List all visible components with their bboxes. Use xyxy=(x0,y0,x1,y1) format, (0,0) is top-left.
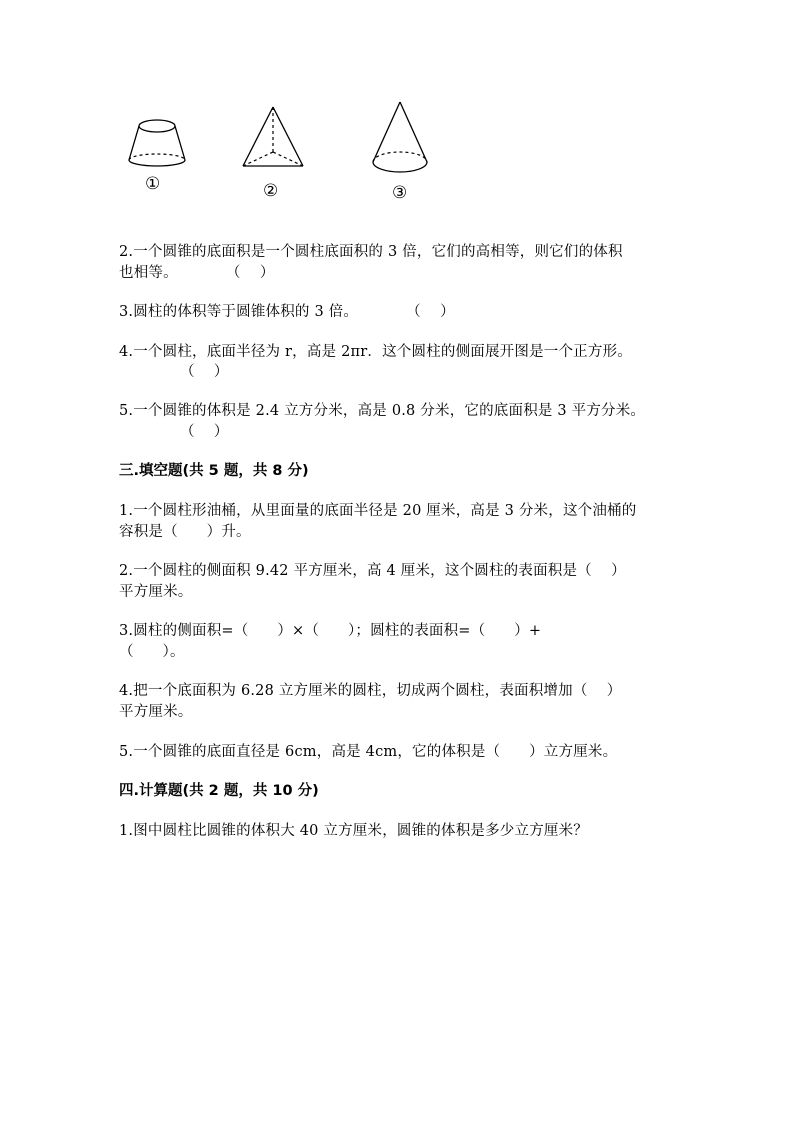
judge-q5-line1: 5.一个圆锥的体积是 2.4 立方分米，高是 0.8 分米，它的底面积是 3 平方分米。 xyxy=(119,403,646,419)
judge-q3-line1: 3.圆柱的体积等于圆锥体积的 3 倍。 （ ） xyxy=(119,304,455,320)
fill-q1-line1: 1.一个圆柱形油桶，从里面量的底面半径是 20 厘米，高是 3 分米，这个油桶的 xyxy=(119,503,637,519)
judge-q4-line1: 4.一个圆柱，底面半径为 r，高是 2πr．这个圆柱的侧面展开图是一个正方形。 xyxy=(119,344,632,360)
fill-q5-line1: 5.一个圆锥的底面直径是 6cm，高是 4cm，它的体积是（ ）立方厘米。 xyxy=(119,744,618,760)
judge-q4-line2: （ ） xyxy=(180,364,229,380)
judge-q5-line2: （ ） xyxy=(180,424,229,440)
fill-q1-line2: 容积是（ ）升。 xyxy=(119,524,251,540)
calc-section-heading: 四.计算题(共 2 题，共 10 分) xyxy=(119,783,319,799)
pyramid-figure xyxy=(240,104,306,170)
frustum-figure xyxy=(124,116,190,168)
judge-q2-line1: 2.一个圆锥的底面积是一个圆柱底面积的 3 倍，它们的高相等，则它们的体积 xyxy=(119,244,623,260)
cone-figure xyxy=(370,100,430,178)
figure-1-label: ① xyxy=(145,174,161,194)
fill-q3-line1: 3.圆柱的侧面积=（ ）×（ ）；圆柱的表面积=（ ）+ xyxy=(119,623,542,639)
fill-q3-line2: （ ）。 xyxy=(119,644,185,660)
fill-section-heading: 三.填空题(共 5 题，共 8 分) xyxy=(119,463,309,479)
figure-2-label: ② xyxy=(263,181,279,201)
fill-q4-line2: 平方厘米。 xyxy=(119,704,193,720)
calc-q1-line1: 1.图中圆柱比圆锥的体积大 40 立方厘米，圆锥的体积是多少立方厘米？ xyxy=(119,823,589,839)
fill-q4-line1: 4.把一个底面积为 6.28 立方厘米的圆柱，切成两个圆柱，表面积增加（ ） xyxy=(119,683,622,699)
fill-q2-line1: 2.一个圆柱的侧面积 9.42 平方厘米，高 4 厘米，这个圆柱的表面积是（ ） xyxy=(119,563,626,579)
fill-q2-line2: 平方厘米。 xyxy=(119,584,193,600)
judge-q2-line2: 也相等。 （ ） xyxy=(119,265,275,281)
figure-3-label: ③ xyxy=(392,183,408,203)
